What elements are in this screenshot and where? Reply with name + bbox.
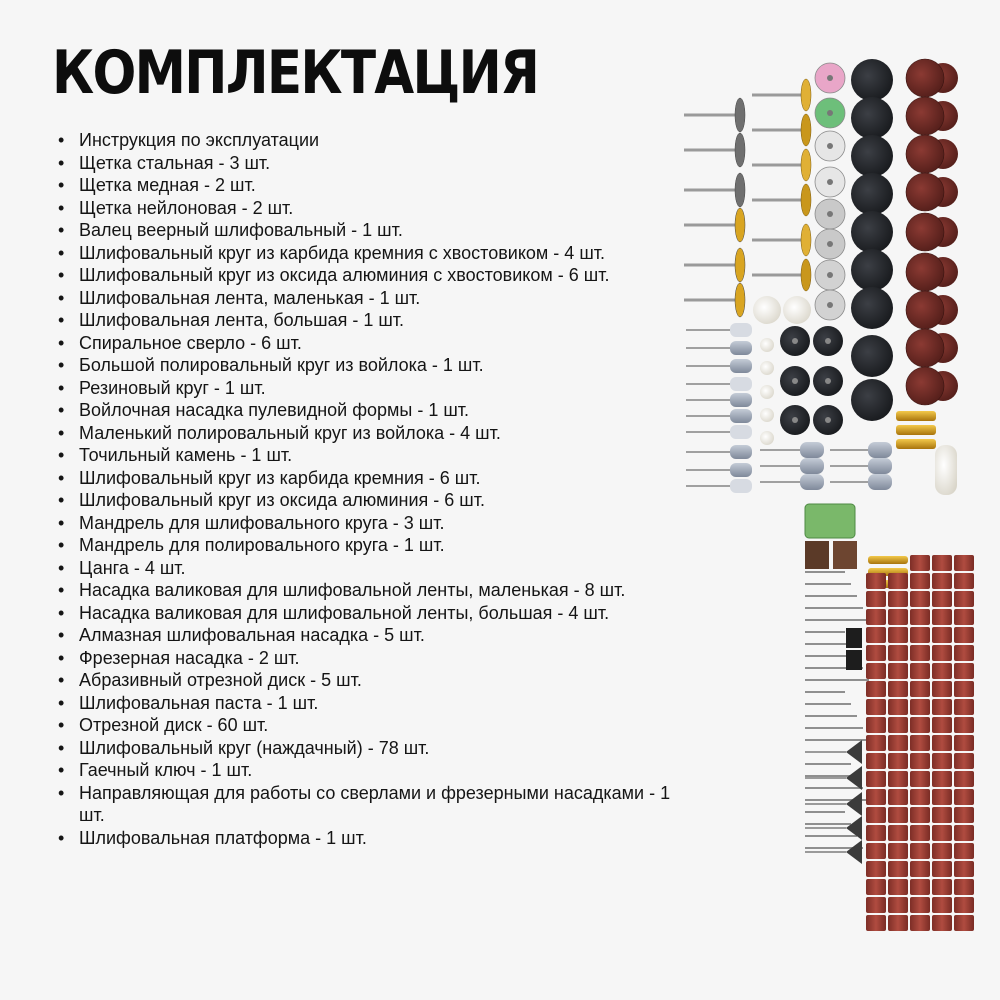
grinding-stone <box>730 445 752 459</box>
sanding-band <box>866 897 886 913</box>
brass-brush <box>801 259 811 291</box>
abrasive-cut-disc <box>851 135 893 177</box>
emery-discs-group <box>906 59 958 405</box>
sanding-band <box>888 753 908 769</box>
wire-wheel <box>846 740 862 764</box>
list-item: • Шлифовальный круг из оксида алюминия с хвостовиком - 6 шт. <box>56 264 696 287</box>
sanding-band <box>932 627 952 643</box>
steel-brush <box>735 98 745 132</box>
sanding-band <box>932 591 952 607</box>
sanding-band <box>888 843 908 859</box>
grinding-stone <box>868 442 892 458</box>
sanding-band <box>910 627 930 643</box>
felt-polishing-wheel-small <box>760 338 774 352</box>
brass-brush <box>801 184 811 216</box>
list-item: • Мандрель для полировального круга - 1 шт. <box>56 534 696 557</box>
grinding-stone <box>730 359 752 373</box>
disc-hole <box>825 338 831 344</box>
grinding-stone <box>800 474 824 490</box>
list-item: • Насадка валиковая для шлифовальной ленты, маленькая - 8 шт. <box>56 579 696 602</box>
sanding-band <box>910 645 930 661</box>
sanding-band <box>954 555 974 571</box>
collet <box>896 411 936 421</box>
wheel-hub <box>827 143 833 149</box>
wire-wheel <box>846 792 862 816</box>
page-title: КОМПЛЕКТАЦИЯ <box>52 38 539 108</box>
sanding-band <box>910 681 930 697</box>
grinding-stone <box>730 463 752 477</box>
abrasive-cut-disc <box>851 335 893 377</box>
sanding-band <box>910 573 930 589</box>
grinding-stone <box>730 377 752 391</box>
sanding-band <box>954 771 974 787</box>
wheel-hub <box>827 272 833 278</box>
sanding-band <box>866 753 886 769</box>
sanding-band <box>910 897 930 913</box>
felt-polishing-wheel <box>783 296 811 324</box>
sanding-band <box>888 879 908 895</box>
list-item: • Шлифовальная лента, большая - 1 шт. <box>56 309 696 332</box>
list-item: • Валец веерный шлифовальный - 1 шт. <box>56 219 696 242</box>
sanding-band <box>954 753 974 769</box>
sanding-band <box>910 771 930 787</box>
list-item: • Шлифовальный круг из карбида кремния с хвостовиком - 4 шт. <box>56 242 696 265</box>
felt-polishing-wheel-small <box>760 408 774 422</box>
sanding-band <box>866 645 886 661</box>
disc-hole <box>825 417 831 423</box>
felt-polishing-wheel-small <box>760 361 774 375</box>
sanding-band <box>888 915 908 931</box>
sanding-band <box>932 825 952 841</box>
sanding-band <box>932 861 952 877</box>
list-item: • Направляющая для работы со сверлами и фрезерными насадками - 1 шт. <box>56 782 696 827</box>
sanding-band <box>932 681 952 697</box>
sanding-drum <box>805 541 829 569</box>
sanding-band <box>932 699 952 715</box>
disc-hole <box>792 417 798 423</box>
brass-brush <box>801 79 811 111</box>
sanding-band <box>932 735 952 751</box>
sanding-band <box>888 609 908 625</box>
sanding-band <box>910 555 930 571</box>
brass-brush <box>735 208 745 242</box>
list-item: • Маленький полировальный круг из войлока - 4 шт. <box>56 422 696 445</box>
sanding-band <box>888 627 908 643</box>
wire-wheel <box>846 840 862 864</box>
felt-bullet-tip <box>935 445 957 495</box>
list-item: • Щетка медная - 2 шт. <box>56 174 696 197</box>
sanding-band <box>888 717 908 733</box>
sanding-band <box>954 879 974 895</box>
brushes-group <box>684 79 811 317</box>
list-item: • Абразивный отрезной диск - 5 шт. <box>56 669 696 692</box>
sanding-band <box>866 879 886 895</box>
brass-brush <box>801 224 811 256</box>
sanding-band <box>932 789 952 805</box>
sanding-band <box>888 663 908 679</box>
disc-hole <box>792 378 798 384</box>
wheel-hub <box>827 179 833 185</box>
sanding-band <box>932 753 952 769</box>
list-item: • Точильный камень - 1 шт. <box>56 444 696 467</box>
brass-brush <box>801 114 811 146</box>
sanding-band <box>888 645 908 661</box>
emery-disc <box>906 135 944 173</box>
list-item: • Шлифовальная лента, маленькая - 1 шт. <box>56 287 696 310</box>
sanding-band <box>954 609 974 625</box>
sanding-band <box>932 663 952 679</box>
emery-disc <box>906 173 944 211</box>
sanding-band <box>954 717 974 733</box>
grinding-stone <box>730 425 752 439</box>
grinding-stone <box>730 479 752 493</box>
sanding-band <box>932 573 952 589</box>
list-item: • Фрезерная насадка - 2 шт. <box>56 647 696 670</box>
sanding-band <box>932 897 952 913</box>
sanding-band <box>866 807 886 823</box>
sanding-band <box>932 609 952 625</box>
grinding-stone <box>868 474 892 490</box>
sanding-band <box>910 879 930 895</box>
sanding-band <box>910 843 930 859</box>
sanding-band <box>866 627 886 643</box>
wheel-hub <box>827 75 833 81</box>
list-item: • Алмазная шлифовальная насадка - 5 шт. <box>56 624 696 647</box>
sanding-band <box>954 699 974 715</box>
steel-brush <box>735 173 745 207</box>
list-item: • Насадка валиковая для шлифовальной ленты, большая - 4 шт. <box>56 602 696 625</box>
sanding-band <box>866 825 886 841</box>
sanding-band <box>866 915 886 931</box>
grinding-stone <box>800 458 824 474</box>
sanding-band <box>888 789 908 805</box>
grinding-stone <box>730 409 752 423</box>
list-item: • Шлифовальный круг из оксида алюминия - 6 шт. <box>56 489 696 512</box>
list-item: • Шлифовальный круг из карбида кремния - 6 шт. <box>56 467 696 490</box>
abrasive-cut-disc <box>851 379 893 421</box>
list-item: • Спиральное сверло - 6 шт. <box>56 332 696 355</box>
abrasive-cut-disc <box>851 173 893 215</box>
emery-disc <box>906 59 944 97</box>
felt-polishing-wheel <box>753 296 781 324</box>
collet <box>896 439 936 449</box>
sanding-band <box>866 735 886 751</box>
sanding-band <box>888 735 908 751</box>
sanding-band <box>954 573 974 589</box>
sanding-band <box>932 843 952 859</box>
list-item: • Шлифовальная паста - 1 шт. <box>56 692 696 715</box>
sanding-band <box>866 717 886 733</box>
sanding-band <box>932 879 952 895</box>
wheel-hub <box>827 241 833 247</box>
emery-disc <box>906 97 944 135</box>
sanding-band <box>932 555 952 571</box>
sanding-band <box>866 591 886 607</box>
sanding-band <box>910 807 930 823</box>
brass-brush <box>735 283 745 317</box>
disc-hole <box>825 378 831 384</box>
emery-disc <box>906 329 944 367</box>
sanding-band <box>866 843 886 859</box>
grinding-stone <box>730 341 752 355</box>
sanding-band <box>866 663 886 679</box>
wheel-hub <box>827 211 833 217</box>
sanding-band <box>954 645 974 661</box>
sanding-band <box>932 915 952 931</box>
sanding-band <box>954 591 974 607</box>
sanding-band <box>866 681 886 697</box>
emery-disc <box>906 213 944 251</box>
list-item: • Инструкция по эксплуатации <box>56 129 696 152</box>
sanding-band <box>954 915 974 931</box>
sanding-band <box>888 861 908 877</box>
disc-hole <box>792 338 798 344</box>
sanding-band <box>954 807 974 823</box>
sanding-band <box>866 771 886 787</box>
sanding-band <box>866 699 886 715</box>
sanding-band <box>888 573 908 589</box>
sanding-bands-group <box>866 555 974 931</box>
sanding-band <box>954 663 974 679</box>
sanding-band <box>866 573 886 589</box>
collet <box>868 556 908 564</box>
wheel-hub <box>827 302 833 308</box>
sanding-band <box>910 789 930 805</box>
sanding-band <box>910 717 930 733</box>
emery-disc <box>906 253 944 291</box>
sanding-band <box>910 609 930 625</box>
polishing-paste <box>805 504 855 538</box>
list-item: • Войлочная насадка пулевидной формы - 1 шт. <box>56 399 696 422</box>
grinding-stone <box>730 393 752 407</box>
sanding-band <box>888 807 908 823</box>
router-bit <box>846 650 862 670</box>
sanding-band <box>910 699 930 715</box>
sanding-band <box>910 861 930 877</box>
emery-disc <box>906 291 944 329</box>
sanding-band <box>888 897 908 913</box>
felt-polishing-wheel-small <box>760 431 774 445</box>
sanding-band <box>910 735 930 751</box>
sanding-band <box>866 609 886 625</box>
list-item: • Резиновый круг - 1 шт. <box>56 377 696 400</box>
grinding-stone <box>868 458 892 474</box>
sanding-band <box>954 843 974 859</box>
sanding-band <box>954 735 974 751</box>
sanding-band <box>954 627 974 643</box>
sanding-band <box>932 717 952 733</box>
router-bit <box>846 628 862 648</box>
list-item: • Шлифовальная платформа - 1 шт. <box>56 827 696 850</box>
sanding-band <box>954 789 974 805</box>
sanding-band <box>888 591 908 607</box>
list-item: • Отрезной диск - 60 шт. <box>56 714 696 737</box>
sanding-band <box>910 591 930 607</box>
abrasive-cut-disc <box>851 287 893 329</box>
list-item: • Гаечный ключ - 1 шт. <box>56 759 696 782</box>
abrasive-cut-disc <box>851 59 893 101</box>
grinding-stone <box>800 442 824 458</box>
list-item: • Щетка нейлоновая - 2 шт. <box>56 197 696 220</box>
felt-polishing-wheel-small <box>760 385 774 399</box>
wheel-hub <box>827 110 833 116</box>
sanding-band <box>888 771 908 787</box>
brass-brush <box>801 149 811 181</box>
sanding-band <box>910 825 930 841</box>
sanding-band <box>910 663 930 679</box>
sanding-band <box>954 861 974 877</box>
brass-brush <box>735 248 745 282</box>
abrasive-cut-disc <box>851 97 893 139</box>
list-item: • Шлифовальный круг (наждачный) - 78 шт. <box>56 737 696 760</box>
sanding-band <box>954 897 974 913</box>
sanding-band <box>954 825 974 841</box>
sanding-drum <box>833 541 857 569</box>
list-item: • Щетка стальная - 3 шт. <box>56 152 696 175</box>
sanding-band <box>866 789 886 805</box>
sanding-band <box>888 681 908 697</box>
list-item: • Большой полировальный круг из войлока - 1 шт. <box>56 354 696 377</box>
grinding-stone <box>730 323 752 337</box>
abrasive-cut-disc <box>851 211 893 253</box>
sanding-band <box>866 861 886 877</box>
collet <box>896 425 936 435</box>
list-item: • Цанга - 4 шт. <box>56 557 696 580</box>
sanding-band <box>910 915 930 931</box>
steel-brush <box>735 133 745 167</box>
sanding-band <box>910 753 930 769</box>
sanding-band <box>932 645 952 661</box>
sanding-band <box>954 681 974 697</box>
sanding-band <box>888 699 908 715</box>
wire-wheel <box>846 766 862 790</box>
emery-disc <box>906 367 944 405</box>
abrasive-cut-disc <box>851 249 893 291</box>
sanding-band <box>932 807 952 823</box>
list-item: • Мандрель для шлифовального круга - 3 шт. <box>56 512 696 535</box>
sanding-band <box>888 825 908 841</box>
sanding-band <box>932 771 952 787</box>
